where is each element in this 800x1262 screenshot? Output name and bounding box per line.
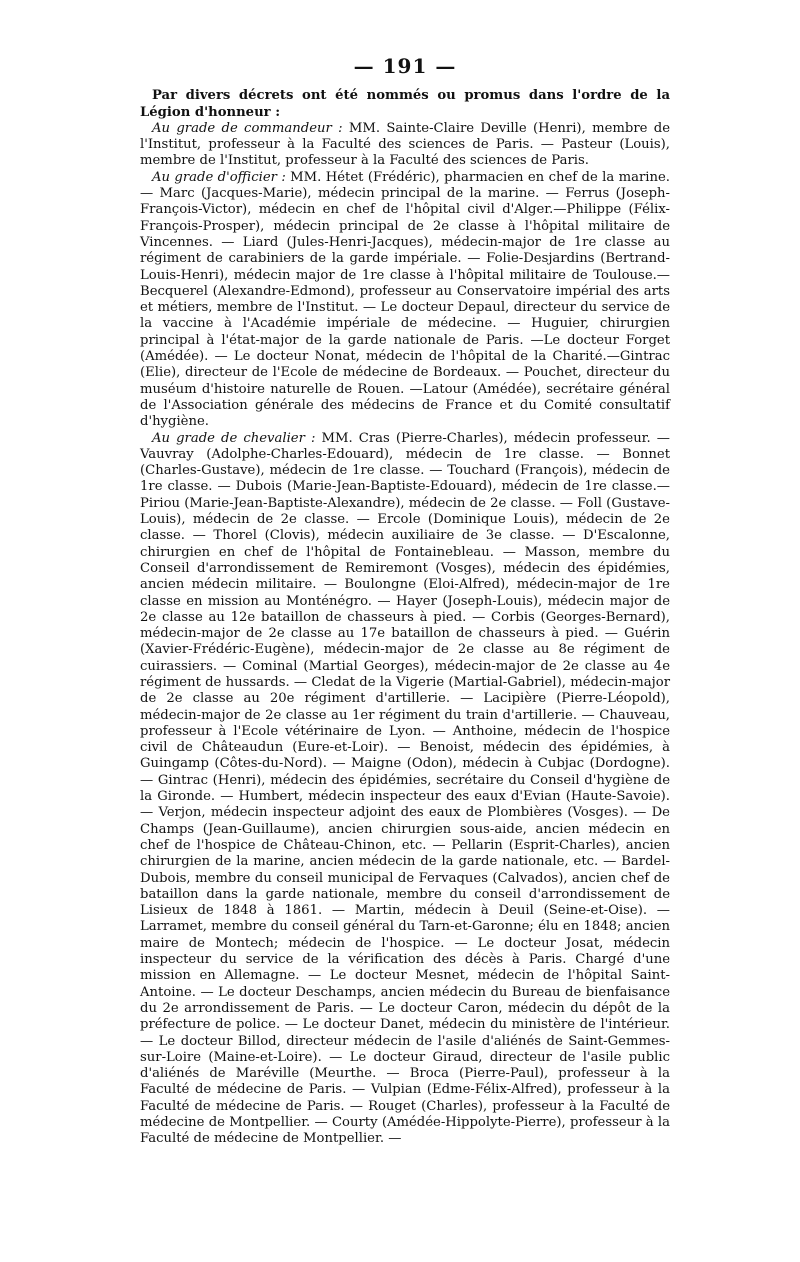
- commandeur-lead: Au grade de commandeur :: [152, 120, 343, 136]
- intro-paragraph: Par divers décrets ont été nommés ou promus dans l'ordre de la Légion d'honneur :: [140, 88, 670, 120]
- officier-paragraph: [140, 170, 670, 431]
- officier-lead: Au grade d'officier :: [152, 169, 286, 185]
- officier-text: MM. Hétet (Frédéric), pharmacien en chef de la marine. — Marc (Jacques-Marie), médecin principal de la marine. — Ferrus (Joseph-François-Victor), médecin en chef de l'hôpital civil d'Alger.—Philippe (Félix-François-Prosper), médecin principal de 2e classe à l'hôpital militaire de Vincennes. — Liard (Jules-Henri-Jacques), médecin-major de 1re classe au régiment de carabiniers de la garde impériale. — Folie-Desjardins (Bertrand-Louis-Henri), médecin major de 1re classe à l'hôpital militaire de Toulouse.— Becquerel (Alexandre-Edmond), professeur au Conservatoire impérial des arts et métiers, membre de l'Institut. — Le docteur Depaul, directeur du service de la vaccine à l'Académie impériale de médecine. — Huguier, chirurgien principal à l'état-major de la garde nationale de Paris. —Le docteur Forget (Amédée). — Le docteur Nonat, médecin de l'hôpital de la Charité.—Gintrac (Elie), directeur de l'Ecole de médecine de Bordeaux. — Pouchet, directeur du muséum d'histoire naturelle de Rouen. —Latour (Amédée), secrétaire général de l'Association générale des médecins de France et du Comité consultatif d'hygiène.: [140, 169, 670, 430]
- page-number: — 191 —: [353, 54, 457, 78]
- chevalier-paragraph: [140, 431, 670, 1148]
- commandeur-paragraph: [140, 121, 670, 170]
- chevalier-lead: Au grade de chevalier :: [152, 430, 316, 446]
- chevalier-text: MM. Cras (Pierre-Charles), médecin professeur. — Vauvray (Adolphe-Charles-Edouard), médecin de 1re classe. — Bonnet (Charles-Gustave), médecin de 1re classe. — Touchard (François), médecin de 1re classe. — Dubois (Marie-Jean-Baptiste-Edouard), médecin de 1re classe.— Piriou (Marie-Jean-Baptiste-Alexandre), médecin de 2e classe. — Foll (Gustave-Louis), médecin de 2e classe. — Ercole (Dominique Louis), médecin de 2e classe. — Thorel (Clovis), médecin auxiliaire de 3e classe. — D'Escalonne, chirurgien en chef de l'hôpital de Fontainebleau. — Masson, membre du Conseil d'arrondissement de Remiremont (Vosges), médecin des épidémies, ancien médecin militaire. — Boulongne (Eloi-Alfred), médecin-major de 1re classe en mission au Monténégro. — Hayer (Joseph-Louis), médecin major de 2e classe au 12e bataillon de chasseurs à pied. — Corbis (Georges-Bernard), médecin-major de 2e classe au 17e bataillon de chasseurs à pied. — Guérin (Xavier-Frédéric-Eugène), médecin-major de 2e classe au 8e régiment de cuirassiers. — Cominal (Martial Georges), médecin-major de 2e classe au 4e régiment de hussards. — Cledat de la Vigerie (Martial-Gabriel), médecin-major de 2e classe au 20e régiment d'artillerie. — Lacipière (Pierre-Léopold), médecin-major de 2e classe au 1er régiment du train d'artillerie. — Chauveau, professeur à l'Ecole vétérinaire de Lyon. — Anthoine, médecin de l'hospice civil de Châteaudun (Eure-et-Loir). — Benoist, médecin des épidémies, à Guingamp (Côtes-du-Nord). — Maigne (Odon), médecin à Cubjac (Dordogne). — Gintrac (Henri), médecin des épidémies, secrétaire du Conseil d'hygiène de la Gironde. — Humbert, médecin inspecteur des eaux d'Evian (Haute-Savoie). — Verjon, médecin inspecteur adjoint des eaux de Plombières (Vosges). — De Champs (Jean-Guillaume), ancien chirurgien sous-aide, ancien médecin en chef de l'hospice de Château-Chinon, etc. — Pellarin (Esprit-Charles), ancien chirurgien de la marine, ancien médecin de la garde nationale, etc. — Bardel-Dubois, membre du conseil municipal de Fervaques (Calvados), ancien chef de bataillon dans la garde nationale, membre du conseil d'arrondissement de Lisieux de 1848 à 1861. — Martin, médecin à Deuil (Seine-et-Oise). — Larramet, membre du conseil général du Tarn-et-Garonne; élu en 1848; ancien maire de Montech; médecin de l'hospice. — Le docteur Josat, médecin inspecteur du service de la vérification des décès à Paris. Chargé d'une mission en Allemagne. — Le docteur Mesnet, médecin de l'hôpital Saint-Antoine. — Le docteur Deschamps, ancien médecin du Bureau de bienfaisance du 2e arrondissement de Paris. — Le docteur Caron, médecin du dépôt de la préfecture de police. — Le docteur Danet, médecin du ministère de l'intérieur. — Le docteur Billod, directeur médecin de l'asile d'aliénés de Saint-Gemmes-sur-Loire (Maine-et-Loire). — Le docteur Giraud, directeur de l'asile public d'aliénés de Maréville (Meurthe. — Broca (Pierre-Paul), professeur à la Faculté de médecine de Paris. — Vulpian (Edme-Félix-Alfred), professeur à la Faculté de médecine de Paris. — Rouget (Charles), professeur à la Faculté de médecine de Montpellier. — Courty (Amédée-Hippolyte-Pierre), professeur à la Faculté de médecine de Montpellier. —: [140, 430, 670, 1147]
- document-page: [140, 54, 671, 1148]
- commandeur-text: MM. Sainte-Claire Deville (Henri), membre de l'Institut, professeur à la Faculté des sciences de Paris. — Pasteur (Louis), membre de l'Institut, professeur à la Faculté des sciences de Paris.: [140, 120, 671, 169]
